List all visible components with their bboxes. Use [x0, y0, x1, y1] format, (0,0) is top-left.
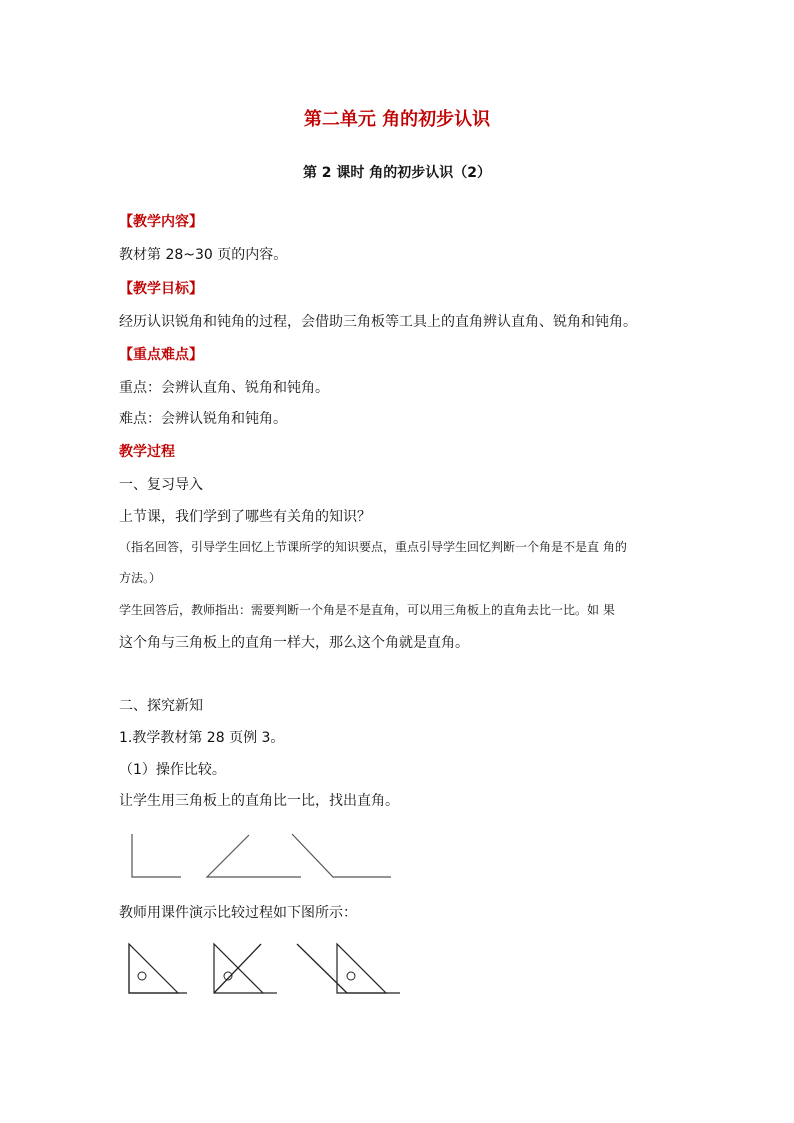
- angles-figure: [119, 826, 399, 884]
- obtuse-angle-with-set-square: [297, 944, 400, 993]
- review-question: 上节课，我们学到了哪些有关角的知识？: [119, 509, 371, 525]
- process-heading: 教学过程: [119, 444, 175, 460]
- acute-angle-with-set-square: [214, 944, 277, 993]
- demo-text: 教师用课件演示比较过程如下图所示：: [119, 905, 357, 921]
- content-heading: 【教学内容】: [119, 214, 203, 230]
- review-note-line2: 方法。）: [119, 571, 162, 585]
- goal-heading: 【教学目标】: [119, 281, 203, 297]
- key-heading: 【重点难点】: [119, 347, 203, 363]
- key-point: 重点：会辨认直角、锐角和钝角。: [119, 380, 329, 396]
- review-note-line1: （指名回答，引导学生回忆上节课所学的知识要点，重点引导学生回忆判断一个角是不是直 角的: [119, 540, 627, 554]
- teacher-line1: 学生回答后，教师指出：需要判断一个角是不是直角，可以用三角板上的直角去比一比。如 果: [119, 603, 615, 617]
- teacher-line2: 这个角与三角板上的直角一样大，那么这个角就是直角。: [119, 635, 469, 651]
- lesson-subtitle: 第 2 课时 角的初步认识（2）: [302, 165, 492, 181]
- explore-step1: （1）操作比较。: [119, 762, 226, 778]
- explore-instruction: 让学生用三角板上的直角比一比，找出直角。: [119, 793, 399, 809]
- page-title: 第二单元 角的初步认识: [303, 109, 491, 130]
- content-text: 教材第 28~30 页的内容。: [119, 247, 288, 263]
- explore-item1: 1.教学教材第 28 页例 3。: [119, 730, 285, 746]
- comparison-figure: [119, 940, 409, 998]
- obtuse-angle-figure: [292, 834, 391, 877]
- review-heading: 一、复习导入: [119, 477, 203, 493]
- right-angle-figure: [132, 834, 181, 877]
- acute-angle-figure: [207, 835, 301, 877]
- explore-heading: 二、探究新知: [119, 698, 203, 714]
- goal-text: 经历认识锐角和钝角的过程，会借助三角板等工具上的直角辨认直角、锐角和钝角。: [119, 314, 637, 330]
- difficult-point: 难点：会辨认锐角和钝角。: [119, 411, 287, 427]
- right-angle-with-set-square: [129, 944, 187, 993]
